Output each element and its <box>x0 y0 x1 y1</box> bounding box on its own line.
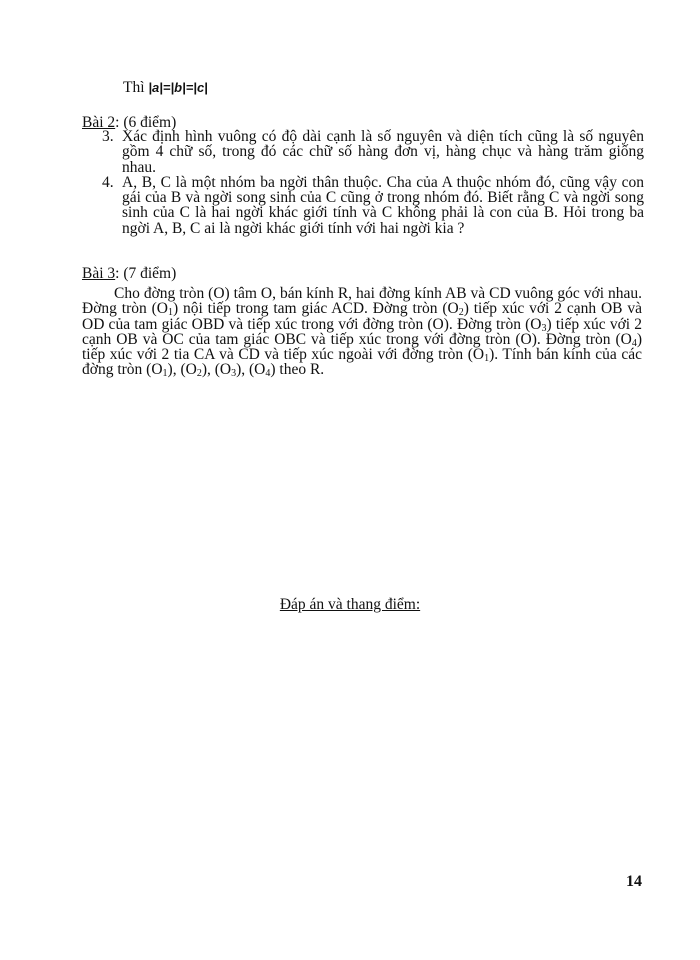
answer-heading-text: Đáp án và thang điểm: <box>279 596 421 613</box>
text-run: ) tiếp xúc với 2 cạnh OB và OC của tam giác OBC và tiếp xúc trong với đờng tròn (O). Đờng tròn (O <box>82 315 642 348</box>
formula-line <box>123 80 208 95</box>
bai3-points: : (7 điểm) <box>115 265 177 282</box>
bai3-heading <box>82 266 176 281</box>
text-run: ) theo R. <box>270 361 325 379</box>
subscript: 1 <box>167 307 173 319</box>
text-run: Cho đờng tròn (O) tâm O, bán kính R, hai đờng kính AB và CD vuông góc với nhau. Đờng tròn (O <box>82 285 642 318</box>
bai3-label: Bài 3 <box>82 265 116 282</box>
text-run: ) nội tiếp trong tam giác ACD. Đờng tròn (O <box>172 300 459 318</box>
text-run: ) tiếp xúc với 2 cạnh OB và OD của tam giác OBD và tiếp xúc trong với đờng tròn (O). Đờng tròn (O <box>82 300 642 333</box>
item-number: 4. <box>102 173 114 191</box>
subscript: 4 <box>265 368 271 380</box>
subscript: 2 <box>196 368 202 380</box>
subscript: 2 <box>458 307 464 319</box>
subscript: 3 <box>541 322 547 334</box>
subscript: 1 <box>484 353 490 365</box>
text-run: ) tiếp xúc với 2 tia CA và CD và tiếp xúc ngoài với đờng tròn (O <box>82 330 642 364</box>
bai3-paragraph <box>82 286 642 378</box>
list-item <box>100 129 644 175</box>
bai2-label: Bài 2 <box>82 114 116 131</box>
page-number: 14 <box>626 873 642 890</box>
subscript: 3 <box>231 368 237 380</box>
bai2-list <box>100 129 644 236</box>
item-text: Xác định hình vuông có độ dài cạnh là số nguyên và diện tích cũng là số nguyên gồm 4 chữ số, trong đó các chữ số hàng đơn vị, hàng chục và hàng trăm giống nhau. <box>122 128 644 176</box>
subscript: 1 <box>162 368 168 380</box>
text-run: ). Tính bán kính của các đờng tròn (O <box>82 346 642 379</box>
text-run: ), (O <box>201 361 232 379</box>
bai2-points: : (6 điểm) <box>115 114 177 131</box>
vector-magnitude-formula: |a|=|b|=|c| <box>148 80 208 95</box>
text-run: ), (O <box>236 361 266 379</box>
subscript: 4 <box>631 337 637 349</box>
list-item <box>100 175 644 236</box>
text-run: ), (O <box>167 361 197 379</box>
item-text: A, B, C là một nhóm ba ngời thân thuộc. Cha của A thuộc nhóm đó, cũng vậy con gái của B và ngời song sinh của C cũng ở trong nhóm đó. Biết rằng C và ngời song sinh của C là hai ngời khác giới tính và C không phải là con của B. Hỏi trong ba ngời A, B, C ai là ngời khác giới tính với hai ngời kia ? <box>122 173 644 237</box>
thi-prefix: Thì <box>123 79 145 96</box>
answer-heading <box>0 597 700 612</box>
item-number: 3. <box>102 128 114 145</box>
